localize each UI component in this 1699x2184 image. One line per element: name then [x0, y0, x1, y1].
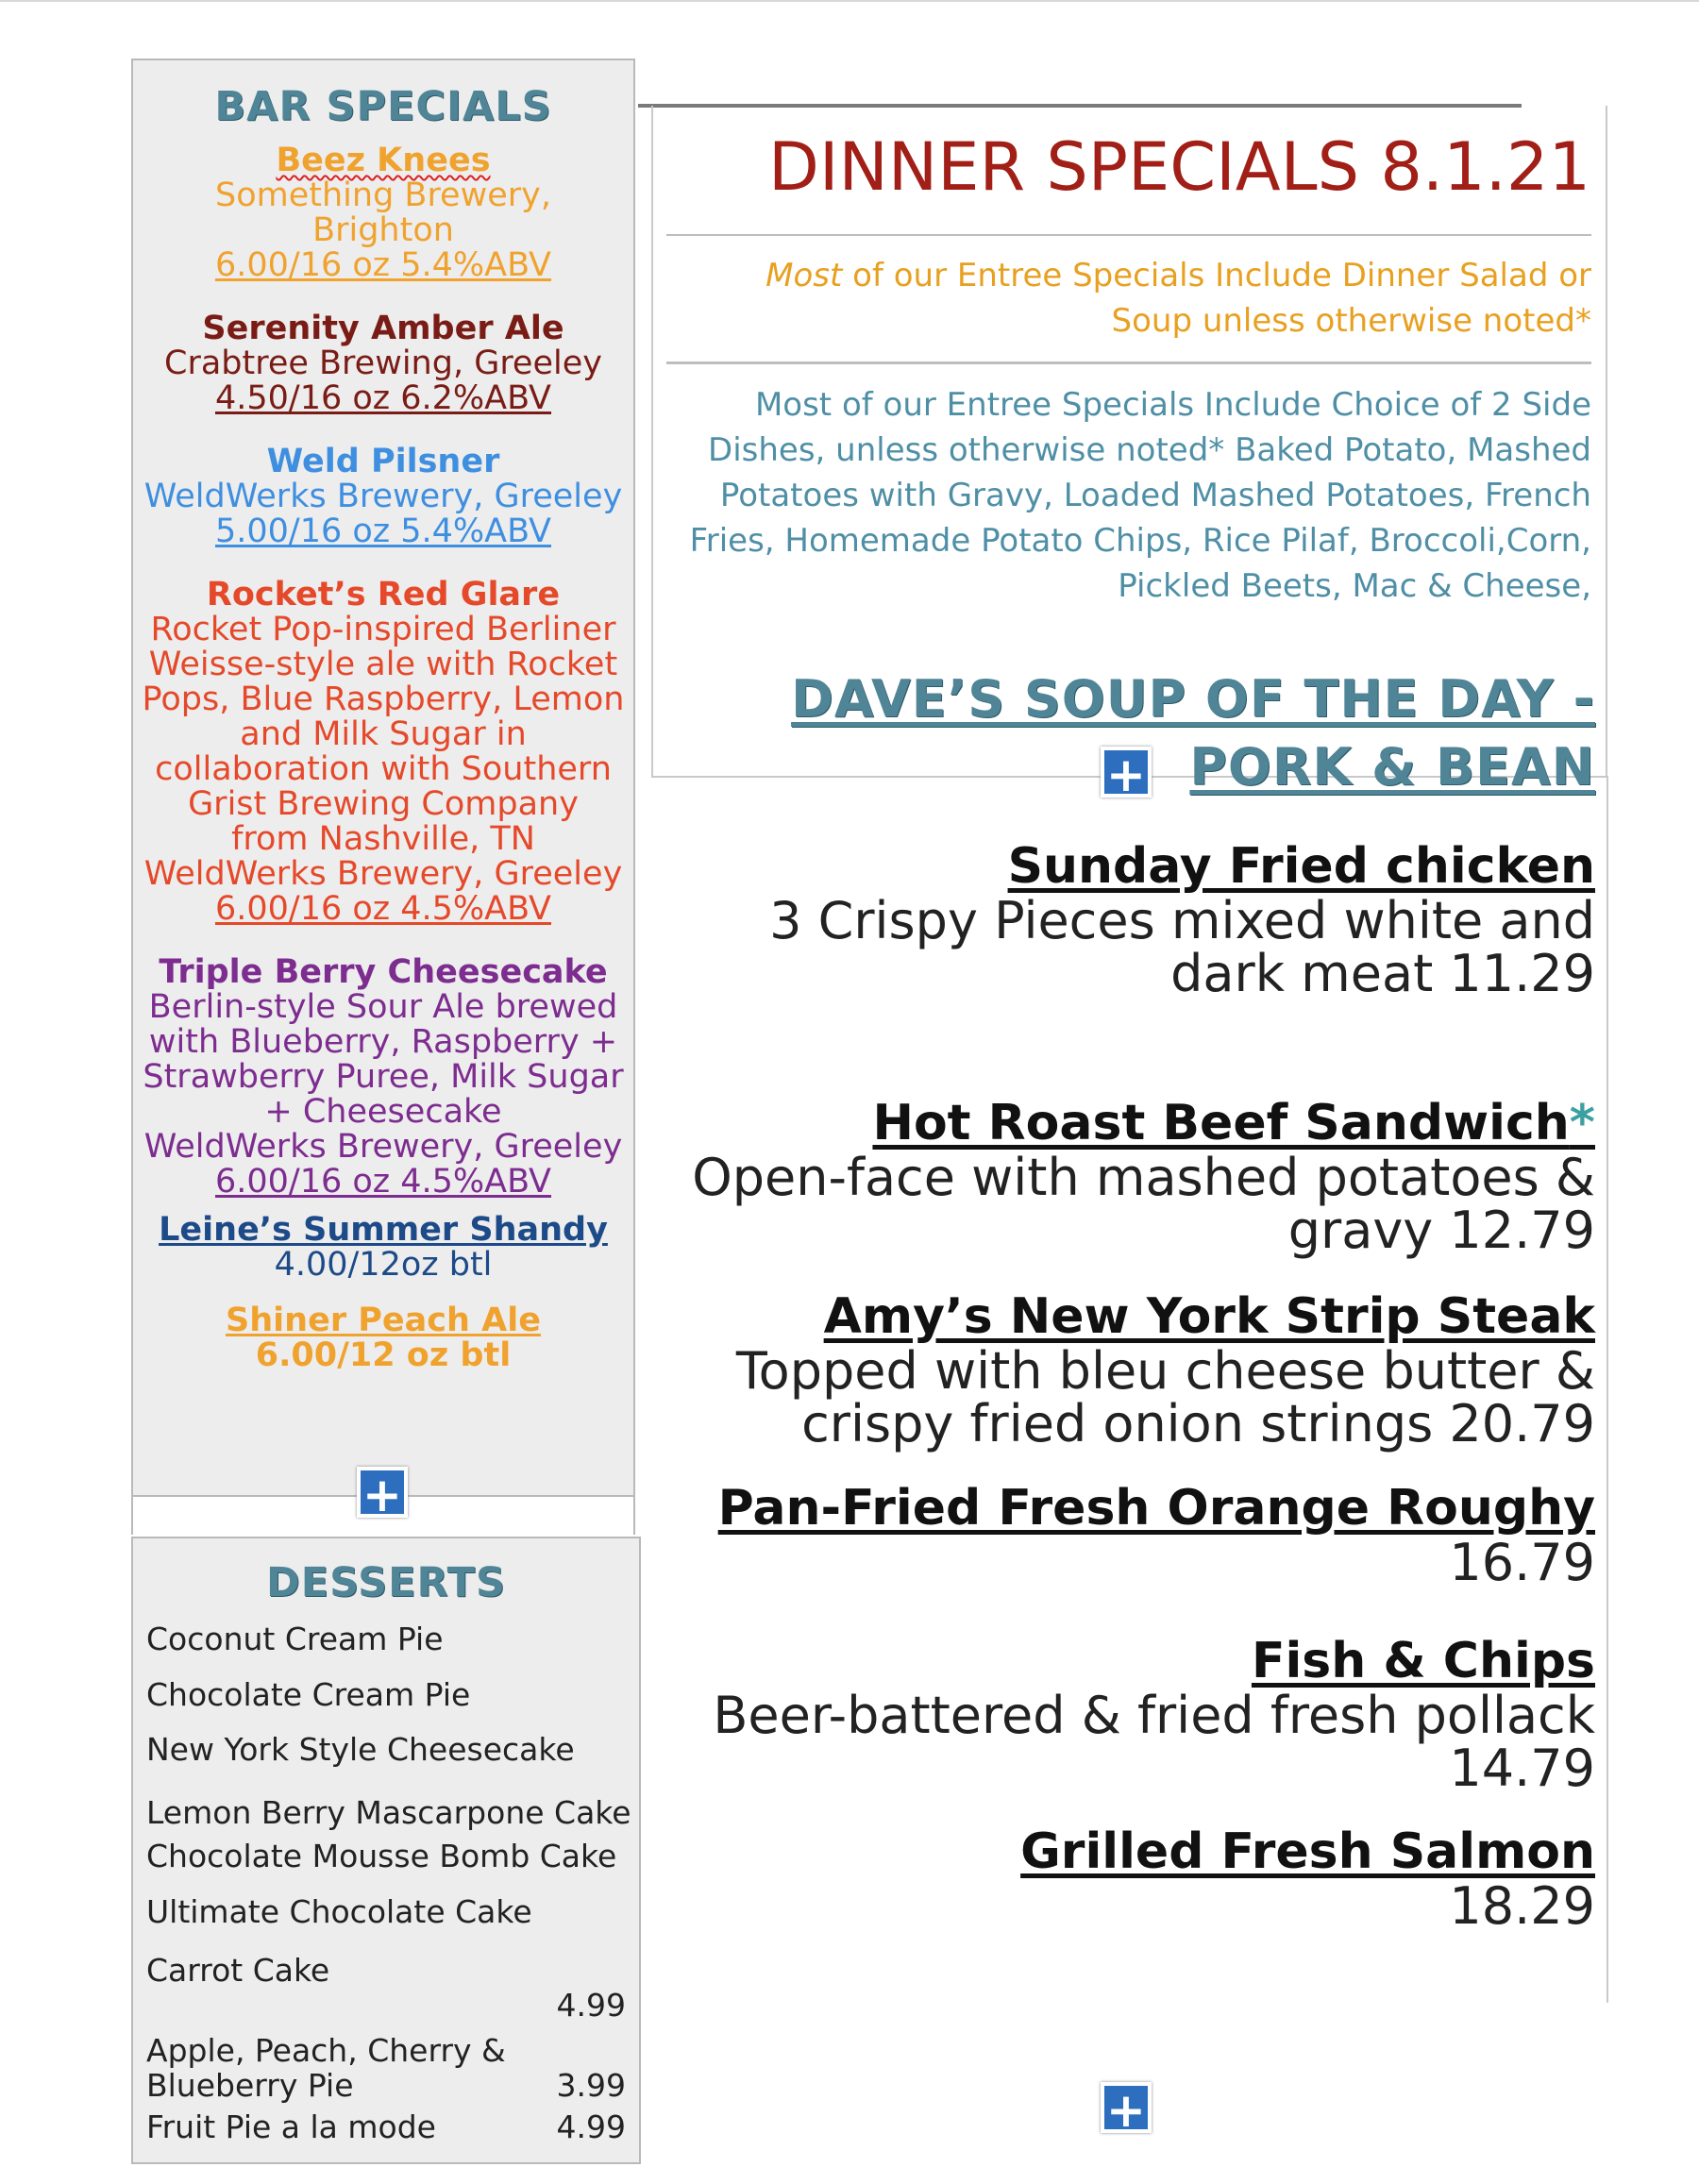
dessert-item: New York Style Cheesecake	[146, 1731, 575, 1768]
beer-line: WeldWerks Brewery, Greeley	[143, 478, 623, 515]
beer-line: Weisse-style ale with Rocket	[148, 646, 618, 683]
dish-item	[651, 1480, 1595, 1592]
salad-note-text: of our Entree Specials Include Dinner Salad or Soup unless otherwise noted*	[842, 257, 1591, 340]
beer-item	[133, 445, 633, 549]
beer-name: Triple Berry Cheesecake	[159, 953, 608, 991]
beer-name: Shiner Peach Ale	[226, 1302, 541, 1339]
beer-line: from Nashville, TN	[231, 820, 535, 858]
beer-line: Strawberry Puree, Milk Sugar	[143, 1058, 624, 1096]
dessert-item: Carrot Cake	[146, 1952, 330, 1989]
beer-item	[133, 1213, 633, 1283]
dish-name: Fish & Chips	[1251, 1633, 1595, 1689]
dessert-item: Ultimate Chocolate Cake	[146, 1893, 532, 1930]
sides-note: Most of our Entree Specials Include Choice of 2 Side Dishes, unless otherwise noted* Baked Potato, Mashed Potatoes with Gravy, Loaded Mashed Potatoes, French Fries, Homemade Potato Chips, Rice Pilaf, Broccoli,Corn, Pickled Beets, Mac & Cheese,	[689, 386, 1591, 605]
dish-name: Pan-Fried Fresh Orange Roughy	[717, 1480, 1595, 1537]
dish-description: Beer-battered & fried fresh pollack 14.79	[713, 1686, 1595, 1798]
beer-price-line: 6.00/16 oz 5.4%ABV	[214, 246, 552, 284]
beer-item	[133, 955, 633, 1200]
dish-name: Grilled Fresh Salmon	[1020, 1823, 1595, 1880]
beer-line: Rocket Pop-inspired Berliner	[150, 611, 616, 648]
beer-line: Grist Brewing Company	[188, 785, 579, 823]
beer-name: Leine’s Summer Shandy	[159, 1211, 608, 1249]
beer-price-line: 4.50/16 oz 6.2%ABV	[214, 379, 552, 417]
dish-name: Sunday Fried chicken	[1007, 838, 1595, 895]
beer-price-line: 5.00/16 oz 5.4%ABV	[214, 512, 552, 550]
desserts-title: DESSERTS	[266, 1559, 506, 1606]
dessert-item: Coconut Cream Pie	[146, 1621, 444, 1657]
dessert-item: Chocolate Cream Pie	[146, 1676, 471, 1713]
dish-star: *	[1569, 1095, 1595, 1151]
beer-line: 4.00/12oz btl	[274, 1246, 493, 1284]
beer-line: WeldWerks Brewery, Greeley	[143, 1128, 623, 1166]
bar-specials-panel	[131, 59, 635, 1497]
salad-note	[685, 253, 1591, 344]
dish-item	[651, 1095, 1595, 1260]
dish-description: Open-face with mashed potatoes & gravy 12.79	[692, 1148, 1595, 1260]
desserts-panel	[131, 1537, 641, 2164]
dessert-price: 4.99	[556, 2108, 626, 2145]
dish-description: 18.29	[1449, 1876, 1595, 1936]
divider	[666, 234, 1591, 236]
beer-line: and Milk Sugar in	[240, 715, 527, 753]
top-border	[0, 0, 1699, 2]
beer-line: Brighton	[312, 211, 454, 249]
beer-price-line: 6.00/16 oz 4.5%ABV	[214, 890, 552, 928]
beer-line: WeldWerks Brewery, Greeley	[143, 855, 623, 893]
dish-item	[651, 1288, 1595, 1451]
beer-item	[133, 311, 633, 416]
dessert-item: Fruit Pie a la mode	[146, 2108, 436, 2145]
dessert-price: 3.99	[556, 2067, 626, 2104]
dessert-item: Chocolate Mousse Bomb Cake	[146, 1838, 617, 1874]
dessert-item: Lemon Berry Mascarpone Cake	[146, 1794, 631, 1831]
dish-description: 3 Crispy Pieces mixed white and dark meat 11.29	[769, 891, 1595, 1003]
beer-item	[133, 578, 633, 927]
dish-item	[651, 838, 1595, 1003]
add-block-button[interactable]: +	[357, 1467, 408, 1518]
beer-name: Serenity Amber Ale	[202, 310, 564, 347]
beer-line: Crabtree Brewing, Greeley	[164, 344, 602, 382]
soup-of-the-day: DAVE’S SOUP OF THE DAY - PORK & BEAN	[791, 669, 1595, 797]
beer-line: Something Brewery,	[215, 176, 551, 214]
beer-line: + Cheesecake	[264, 1093, 502, 1131]
dinner-side-rule	[1606, 776, 1608, 2003]
dish-item	[651, 1633, 1595, 1798]
add-block-button[interactable]: +	[1101, 747, 1152, 798]
beer-item	[133, 143, 633, 283]
beer-line: collaboration with Southern	[155, 750, 612, 788]
beer-name: Beez Knees	[276, 142, 491, 179]
bar-specials-title: BAR SPECIALS	[214, 83, 552, 130]
add-block-button[interactable]: +	[1101, 2082, 1152, 2133]
beer-price-line: 6.00/16 oz 4.5%ABV	[214, 1163, 552, 1201]
dessert-item: Blueberry Pie	[146, 2067, 354, 2104]
beer-line: Berlin-style Sour Ale brewed	[148, 988, 618, 1026]
beer-item	[133, 1303, 633, 1373]
dish-description: 16.79	[1449, 1533, 1595, 1592]
dish-description: Topped with bleu cheese butter & crispy fried onion strings 20.79	[735, 1341, 1595, 1453]
dish-name: Hot Roast Beef Sandwich	[872, 1095, 1570, 1151]
beer-line: Pops, Blue Raspberry, Lemon	[142, 680, 625, 718]
beer-name: Weld Pilsner	[266, 443, 500, 480]
beer-line: with Blueberry, Raspberry +	[148, 1023, 618, 1061]
beer-name: Rocket’s Red Glare	[206, 576, 561, 613]
dish-name: Amy’s New York Strip Steak	[823, 1288, 1595, 1345]
dinner-specials-title: DINNER SPECIALS 8.1.21	[767, 128, 1590, 206]
beer-price-line: 6.00/12 oz btl	[255, 1336, 512, 1374]
divider	[666, 361, 1591, 364]
dish-item	[651, 1823, 1595, 1936]
salad-note-emphasis: Most	[765, 257, 843, 294]
dessert-item: Apple, Peach, Cherry &	[146, 2032, 506, 2069]
dessert-price: 4.99	[556, 1987, 626, 2024]
